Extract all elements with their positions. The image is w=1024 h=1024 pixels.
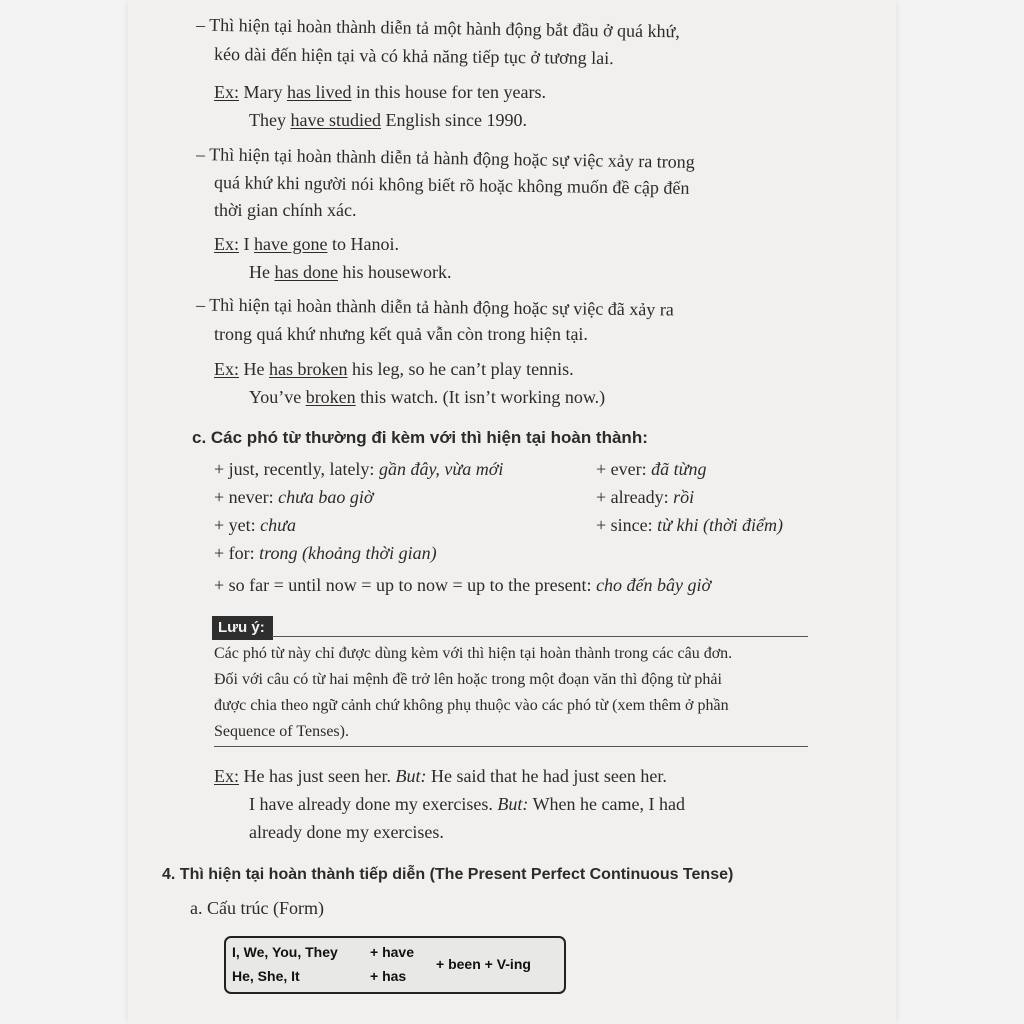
note-line-1: Các phó từ này chỉ được dùng kèm với thì hiện tại hoàn thành trong các câu đơn. (214, 645, 733, 662)
bullet-1-example-1: Ex: Mary has lived in this house for ten years. (214, 82, 546, 102)
bullet-3-line-1: – Thì hiện tại hoàn thành diễn tả hành động hoặc sự việc đã xảy ra (195, 294, 674, 320)
bullet-1-line-1: – Thì hiện tại hoàn thành diễn tả một hành động bắt đầu ở quá khứ, (195, 14, 680, 42)
section-4-subheading: a. Cấu trúc (Form) (190, 898, 324, 918)
adverb-left-4: + for: trong (khoảng thời gian) (214, 543, 437, 563)
ex-label: Ex: (214, 82, 239, 102)
bullet-2-example-2: He has done his housework. (249, 262, 452, 282)
section-4-title: 4. Thì hiện tại hoàn thành tiếp diễn (The Present Perfect Continuous Tense) (162, 866, 734, 883)
example-line-2: I have already done my exercises. But: When he came, I had (249, 794, 685, 814)
formula-subject-plural: I, We, You, They (232, 944, 338, 960)
bullet-2-line-1: – Thì hiện tại hoàn thành diễn tả hành động hoặc sự việc xảy ra trong (195, 144, 695, 172)
bullet-2-line-3: thời gian chính xác. (214, 200, 357, 220)
adverb-left-2: + never: chưa bao giờ (214, 487, 374, 507)
note-bottom-rule (214, 746, 808, 747)
note-tag: Lưu ý: (212, 616, 273, 640)
adverb-left-1: + just, recently, lately: gần đây, vừa mới (214, 459, 504, 479)
bullet-2-line-2: quá khứ khi người nói không biết rõ hoặc không muốn đề cập đến (213, 172, 690, 198)
adverbs-heading: c. Các phó từ thường đi kèm với thì hiện tại hoàn thành: (192, 428, 648, 447)
verb-underline: broken (305, 387, 356, 407)
verb-underline: has broken (269, 359, 348, 379)
formula-box (224, 936, 566, 994)
bullet-1-line-2: kéo dài đến hiện tại và có khả năng tiếp tục ở tương lai. (213, 43, 614, 69)
ex-label: Ex: (214, 234, 239, 254)
formula-subject-singular: He, She, It (232, 968, 300, 984)
bullet-2-example-1: Ex: I have gone to Hanoi. (214, 234, 399, 254)
note-top-rule (272, 636, 808, 637)
ex-label: Ex: (214, 359, 239, 379)
verb-underline: has done (274, 262, 338, 282)
verb-underline: has lived (287, 82, 352, 102)
verb-underline: have gone (254, 234, 328, 254)
bullet-3-example-2: You’ve broken this watch. (It isn’t working now.) (249, 387, 606, 407)
verb-underline: have studied (290, 110, 381, 130)
bullet-3-line-2: trong quá khứ nhưng kết quả vẫn còn trong hiện tại. (214, 324, 588, 344)
adverb-right-3: + since: từ khi (thời điểm) (596, 515, 784, 535)
bullet-3-example-1: Ex: He has broken his leg, so he can’t play tennis. (214, 359, 574, 379)
example-line-1: Ex: He has just seen her. But: He said that he had just seen her. (214, 766, 667, 786)
bullet-1-example-2: They have studied English since 1990. (249, 110, 527, 130)
formula-aux-has: + has (370, 968, 407, 984)
note-line-3: được chia theo ngữ cảnh chứ không phụ thuộc vào các phó từ (xem thêm ở phần (214, 697, 729, 714)
adverb-left-3: + yet: chưa (214, 515, 296, 535)
ex-label: Ex: (214, 766, 239, 786)
example-line-3: already done my exercises. (249, 822, 444, 842)
formula-aux-have: + have (370, 944, 414, 960)
adverb-so-far: + so far = until now = up to now = up to the present: cho đến bây giờ (214, 575, 712, 595)
adverb-right-2: + already: rồi (596, 487, 695, 507)
note-line-2: Đối với câu có từ hai mệnh đề trở lên hoặc trong một đoạn văn thì động từ phải (214, 671, 722, 688)
adverb-right-1: + ever: đã từng (596, 459, 707, 479)
book-page (128, 0, 896, 1024)
formula-tail: + been + V-ing (436, 956, 531, 972)
note-line-4: Sequence of Tenses). (214, 723, 349, 740)
